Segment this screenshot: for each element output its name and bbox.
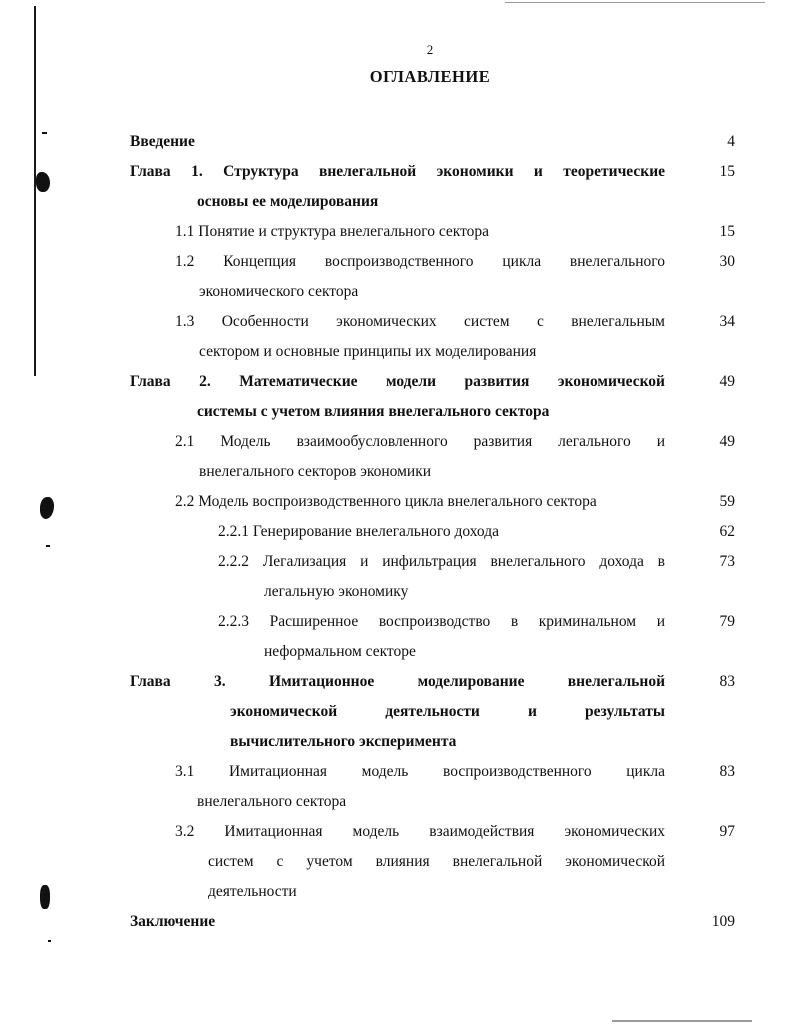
toc-page-number: 49 xyxy=(719,373,735,390)
toc-page-number: 30 xyxy=(719,253,735,270)
page-title: ОГЛАВЛЕНИЕ xyxy=(369,67,491,86)
toc-label-line: сектором и основные принципы их моделирования xyxy=(199,343,537,360)
toc-page-number: 34 xyxy=(719,313,735,330)
toc-label-line: экономического сектора xyxy=(199,283,359,300)
toc-label: 2.2.1 Генерирование внелегального дохода xyxy=(218,523,499,540)
toc-entry-conclusion[interactable] xyxy=(130,907,735,937)
ink-blot xyxy=(36,172,50,192)
toc-label-line: вычислительного эксперимента xyxy=(230,733,457,750)
toc-page-number: 15 xyxy=(719,223,735,240)
toc-label: 2.2 Модель воспроизводственного цикла внелегального сектора xyxy=(175,493,597,510)
toc-label-line: экономической деятельности и результаты xyxy=(230,703,665,720)
toc-label-line: систем с учетом влияния внелегальной экономической xyxy=(208,853,665,870)
toc-label-line: Глава 3. Имитационное моделирование внелегальной xyxy=(130,673,665,690)
toc-label-line: системы с учетом влияния внелегального сектора xyxy=(197,403,550,420)
toc-label: 1.1 Понятие и структура внелегального сектора xyxy=(175,223,490,240)
scan-dot xyxy=(46,545,50,547)
toc-label-line: внелегального секторов экономики xyxy=(199,463,432,480)
scan-edge-line xyxy=(34,6,36,376)
toc-entry-chapter-3[interactable] xyxy=(130,667,735,757)
toc-page-number: 62 xyxy=(719,523,735,540)
toc-page-number: 49 xyxy=(719,433,735,450)
toc-entry-section-1-2[interactable] xyxy=(175,247,735,307)
toc-page-number: 79 xyxy=(719,613,735,630)
toc-entry-section-1-3[interactable] xyxy=(175,307,735,367)
toc-entry-section-3-1[interactable] xyxy=(175,757,735,817)
toc-label-line: 2.1 Модель взаимообусловленного развития легального и xyxy=(175,433,665,450)
toc-label-line: 2.2.3 Расширенное воспроизводство в криминальном и xyxy=(218,613,665,630)
toc-entry-section-2-2-2[interactable] xyxy=(218,547,735,607)
toc-page-number: 73 xyxy=(719,553,735,570)
scan-top-line xyxy=(505,2,765,3)
ink-blot xyxy=(40,885,50,909)
scan-dot xyxy=(42,132,47,134)
toc-entry-section-2-2-3[interactable] xyxy=(218,607,735,667)
page-number: 2 xyxy=(426,42,434,57)
toc-entry-introduction[interactable] xyxy=(130,127,735,157)
toc-label-line: 3.2 Имитационная модель взаимодействия экономических xyxy=(175,823,665,840)
toc-entry-section-2-2[interactable] xyxy=(175,487,735,517)
toc-label-line: основы ее моделирования xyxy=(197,193,379,210)
toc-label-line: 1.3 Особенности экономических систем с внелегальным xyxy=(175,313,665,330)
toc-entry-section-3-2[interactable] xyxy=(175,817,735,907)
toc-page-number: 59 xyxy=(719,493,735,510)
toc-label-line: внелегального сектора xyxy=(197,793,347,810)
toc-page-number: 15 xyxy=(719,163,735,180)
toc-label-line: 3.1 Имитационная модель воспроизводственного цикла xyxy=(175,763,665,780)
toc-label-line: Глава 2. Математические модели развития экономической xyxy=(130,373,665,390)
ink-blot xyxy=(40,497,54,519)
toc-page-number: 109 xyxy=(711,913,735,930)
scan-bottom-line xyxy=(612,1020,752,1022)
toc-label-line: легальную экономику xyxy=(264,583,409,600)
toc-page-number: 83 xyxy=(719,763,735,780)
toc-label: Заключение xyxy=(130,913,216,930)
toc-label-line: деятельности xyxy=(208,883,297,900)
toc-entry-chapter-2[interactable] xyxy=(130,367,735,427)
toc-entry-section-1-1[interactable] xyxy=(175,217,735,247)
toc-label-line: неформальном секторе xyxy=(264,643,416,660)
toc-entry-section-2-2-1[interactable] xyxy=(218,517,735,547)
toc-page-number: 97 xyxy=(719,823,735,840)
toc-label-line: 1.2 Концепция воспроизводственного цикла внелегального xyxy=(175,253,665,270)
toc-entry-chapter-1[interactable] xyxy=(130,157,735,217)
toc-label-line: 2.2.2 Легализация и инфильтрация внелегального дохода в xyxy=(218,553,665,570)
scan-dot xyxy=(48,940,51,942)
toc-label: Введение xyxy=(130,133,195,150)
toc-label-line: Глава 1. Структура внелегальной экономики и теоретические xyxy=(130,163,665,180)
toc-entry-section-2-1[interactable] xyxy=(175,427,735,487)
toc-page-number: 83 xyxy=(719,673,735,690)
toc-page-number: 4 xyxy=(727,133,735,150)
